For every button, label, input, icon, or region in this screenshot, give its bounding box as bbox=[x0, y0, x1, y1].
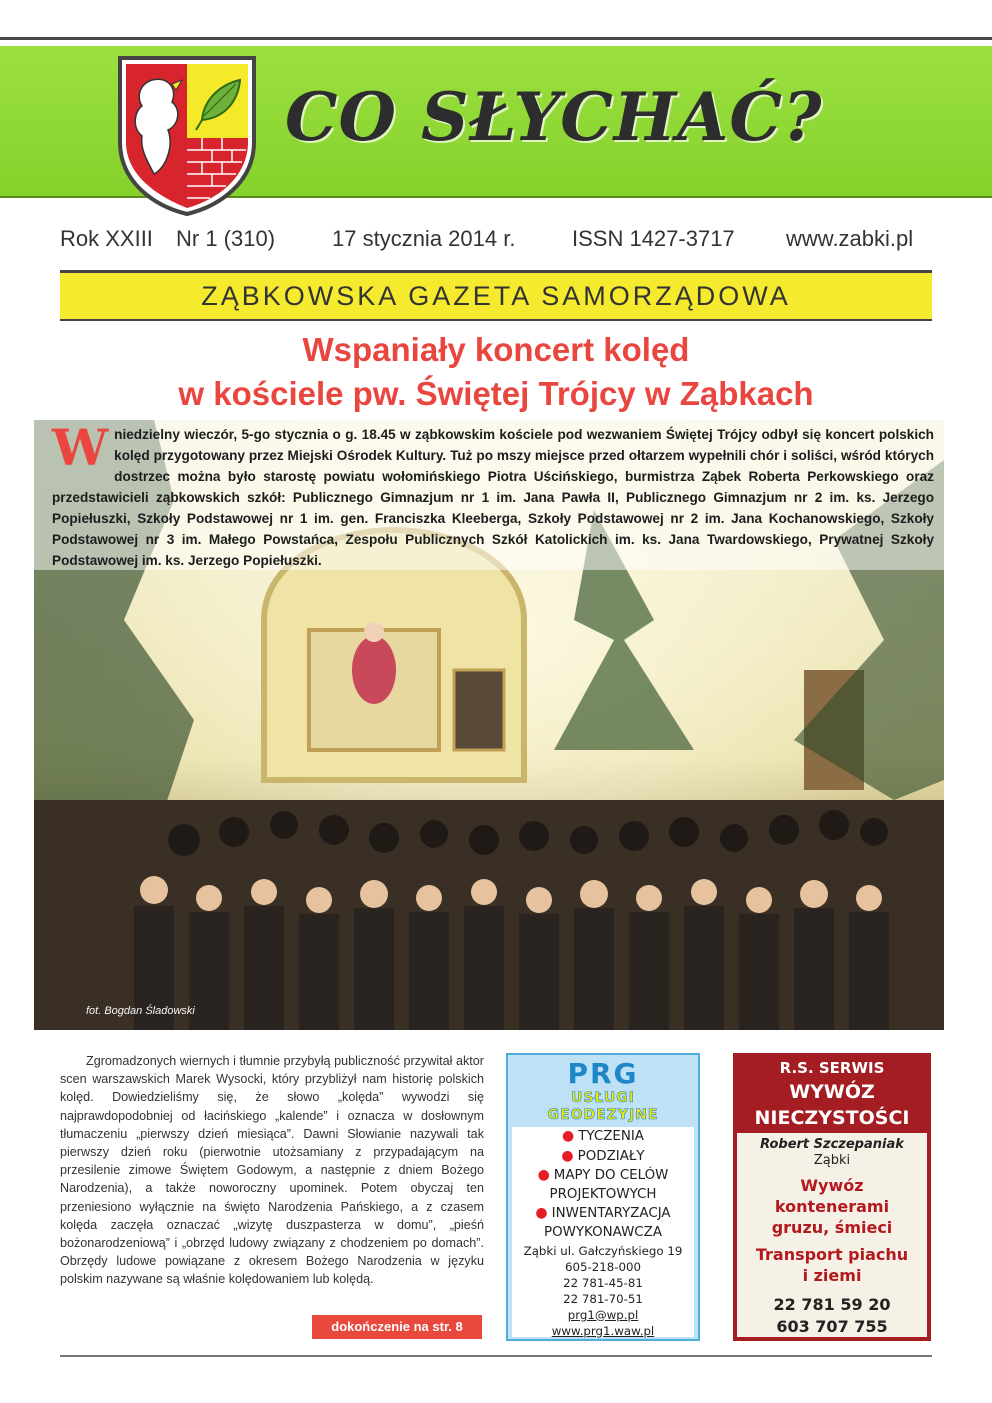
prg-subtitle-2: GEODEZYJNE bbox=[547, 1107, 659, 1123]
issue-year: Rok XXIII bbox=[60, 226, 153, 251]
headline-line-1: Wspaniały koncert kolęd bbox=[302, 331, 690, 368]
rs-offer-line: Transport piachu bbox=[755, 1245, 909, 1264]
prg-phone: 22 781-70-51 bbox=[563, 1291, 643, 1306]
article-body: Zgromadzonych wiernych i tłumnie przybyłą publiczność przywitał aktor scen warszawskich Marek Wysocki, który przybliżył nam historię polskich kolęd. Dowiedzieliśmy się, że słowo „kolęda” wywodzi się najprawdopodobniej od łacińskiego „kalende” i oznacza w dosłownym tłumaczeniu „pierwszy dzień miesiąca”. Dawni Słowianie nazywali tak pierwszy dzień roku (pierwotnie utożsamiany z przypadającym na przesilenie zimowe Świętem Godowym, a następnie z dniem Bożego Narodzenia), a także noworoczny upominek. Potem obyczaj ten przeniesiono wyłącznie na święto Narodzenia Pańskiego, a z czasem kolęda zaczęła oznaczać „wizytę duszpasterza w domu”, „pieśń bożonarodzeniową” i „obrzęd ludowy związany z chodzeniem po domach”. Obrzędy ludowe powiązane z okresem Bożego Narodzenia w języku polskim nazywane są właśnie kolędowaniem lub kolędą. bbox=[60, 1054, 484, 1287]
prg-address: Ząbki ul. Gałczyńskiego 19 bbox=[523, 1243, 683, 1258]
bullet-icon: ● bbox=[561, 1147, 574, 1164]
newspaper-title: CO SŁYCHAĆ? bbox=[285, 78, 823, 156]
prg-title: PRG bbox=[567, 1057, 639, 1090]
rs-headline-1: WYWÓZ bbox=[789, 1081, 875, 1103]
website-link[interactable]: www.zabki.pl bbox=[786, 226, 914, 251]
bottom-rule bbox=[60, 1355, 932, 1357]
prg-phone: 605-218-000 bbox=[564, 1259, 642, 1274]
issue-date: 17 stycznia 2014 r. bbox=[332, 226, 516, 251]
rs-offer-line: kontenerami bbox=[774, 1197, 890, 1216]
top-rule bbox=[0, 37, 992, 40]
bullet-icon: ● bbox=[562, 1128, 575, 1144]
prg-subtitle-1: USŁUGI bbox=[570, 1090, 635, 1106]
headline-line-2: w kościele pw. Świętej Trójcy w Ząbkach bbox=[178, 375, 814, 412]
prg-service: ● PODZIAŁY bbox=[561, 1147, 645, 1164]
drop-cap: W bbox=[52, 418, 109, 477]
prg-service: ● TYCZENIA bbox=[562, 1128, 644, 1144]
rs-headline-2: NIECZYSTOŚCI bbox=[754, 1107, 910, 1129]
prg-service: POWYKONAWCZA bbox=[544, 1224, 662, 1240]
photo-credit: fot. Bogdan Śladowski bbox=[86, 1005, 195, 1017]
rs-phone: 22 781 59 20 bbox=[773, 1295, 891, 1314]
prg-service: ● MAPY DO CELÓW bbox=[537, 1167, 669, 1184]
issue-issn: ISSN 1427-3717 bbox=[572, 226, 735, 251]
prg-email-link[interactable]: prg1@wp.pl bbox=[567, 1307, 639, 1322]
subtitle-banner: ZĄBKOWSKA GAZETA SAMORZĄDOWA bbox=[60, 270, 932, 321]
bullet-icon: ● bbox=[537, 1167, 550, 1184]
rs-offer-line: i ziemi bbox=[802, 1266, 862, 1285]
prg-services bbox=[512, 1127, 694, 1337]
rs-serwis-advert bbox=[733, 1053, 931, 1341]
article-headline bbox=[60, 328, 932, 416]
rs-owner: Robert Szczepaniak bbox=[760, 1137, 904, 1152]
rs-phone: 603 707 755 bbox=[776, 1317, 888, 1336]
prg-advert bbox=[506, 1053, 700, 1341]
lead-text: niedzielny wieczór, 5-go stycznia o g. 18.45 w ząbkowskim kościele pod wezwaniem Świętej Trójcy odbył się koncert polskich kolęd przygotowany przez Miejski Ośrodek Kultury. Tuż po mszy miejsce przed ołtarzem wypełnili chór i soliści, wśród których dostrzec można było starostę powiatu wołomińskiego Piotra Uścińskiego, burmistrza Ząbek Roberta Perkowskiego oraz przedstawicieli ząbkowskich szkół: Publicznego Gimnazjum nr 1 im. Jana Pawła II, Publicznego Gimnazjum nr 2 im. ks. Jerzego Popiełuszki, Szkoły Podstawowej nr 1 im. gen. Franciszka Kleeberga, Szkoły Podstawowej nr 2 im. Jana Kochanowskiego, Szkoły Podstawowej nr 3 im. Małego Powstańca, Zespołu Publicznych Szkół Katolickich im. ks. Jana Twardowskiego, Prywatnej Szkoły Podstawowej im. ks. Jerzego Popiełuszki. bbox=[52, 427, 934, 568]
rs-details bbox=[737, 1133, 927, 1337]
prg-web-link[interactable]: www.prg1.waw.pl bbox=[551, 1323, 655, 1338]
prg-phone: 22 781-45-81 bbox=[563, 1275, 643, 1290]
continue-link[interactable]: dokończenie na str. 8 bbox=[312, 1315, 482, 1339]
rs-offer-line: Wywóz bbox=[800, 1176, 864, 1195]
issue-number: Nr 1 (310) bbox=[176, 226, 276, 251]
prg-service: PROJEKTOWYCH bbox=[549, 1186, 657, 1202]
rs-company: R.S. SERWIS bbox=[779, 1059, 885, 1077]
rs-offer-line: gruzu, śmieci bbox=[771, 1218, 893, 1237]
rs-city: Ząbki bbox=[813, 1153, 851, 1168]
bullet-icon: ● bbox=[535, 1205, 548, 1222]
lead-paragraph bbox=[52, 418, 934, 571]
city-crest-icon bbox=[112, 50, 262, 218]
prg-service: ● INWENTARYZACJA bbox=[535, 1205, 671, 1222]
rs-header bbox=[733, 1057, 931, 1131]
